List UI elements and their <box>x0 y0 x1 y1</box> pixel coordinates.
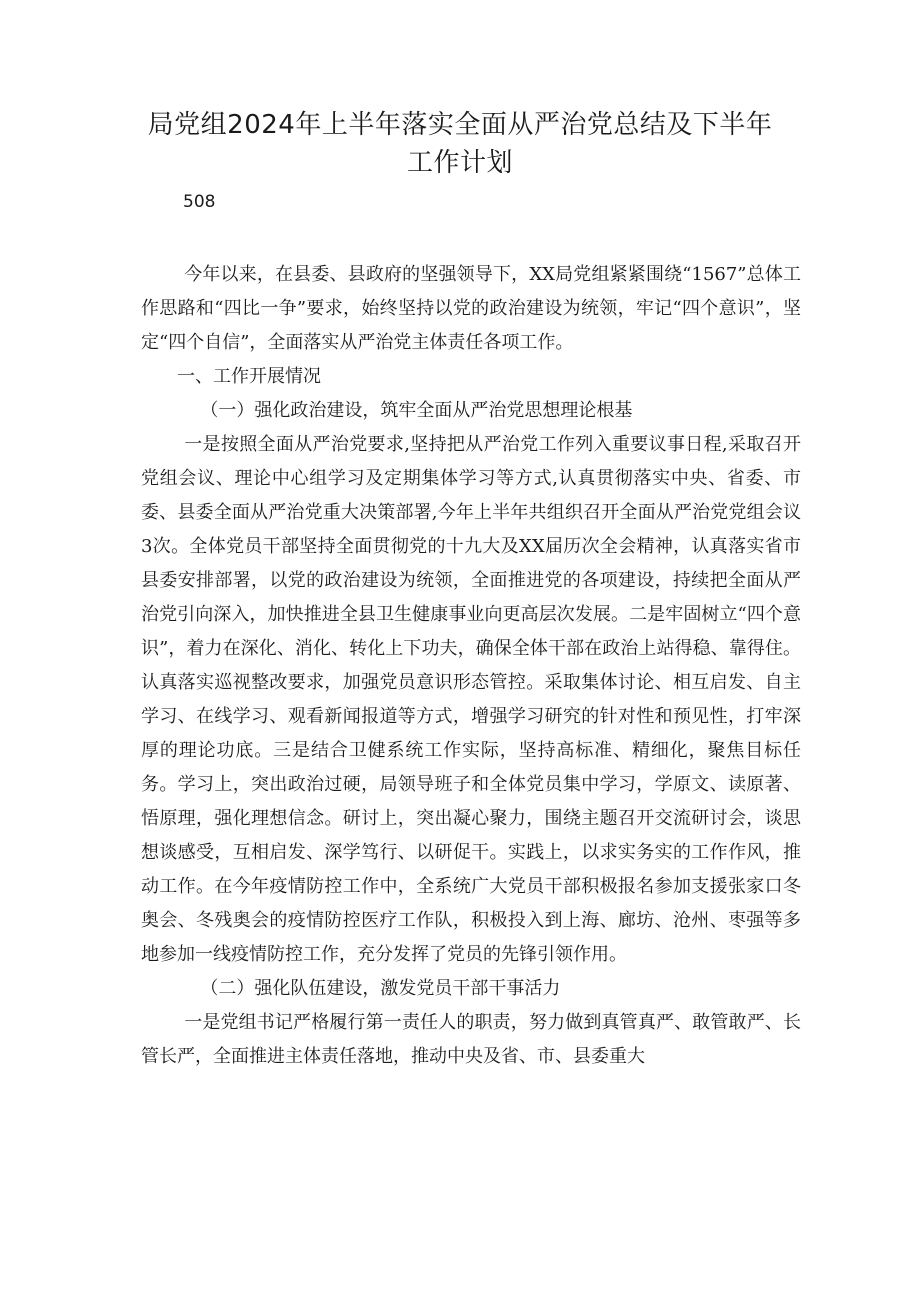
document-number: 508 <box>183 192 216 212</box>
body-paragraph: 一是党组书记严格履行第一责任人的职责，努力做到真管真严、敢管敢严、长管长严，全面推进主体责任落地，推动中央及省、市、县委重大 <box>141 1012 801 1067</box>
intro-paragraph: 今年以来，在县委、县政府的坚强领导下，XX局党组紧紧围绕“1567”总体工作思路和“四比一争”要求，始终坚持以党的政治建设为统领，牢记“四个意识”，坚定“四个自信”，全面落实从严治党主体责任各项工作。 <box>141 264 801 353</box>
section-heading: 一、工作开展情况 <box>177 366 321 387</box>
subsection-heading: （二）强化队伍建设，激发党员干部干事活力 <box>200 978 561 999</box>
body-paragraph: 一是按照全面从严治党要求,坚持把从严治党工作列入重要议事日程,采取召开党组会议、理论中心组学习及定期集体学习等方式,认真贯彻落实中央、省委、市委、县委全面从严治党重大决策部署,今年上半年共组织召开全面从严治党党组会议3次。全体党员干部坚持全面贯彻党的十九大及XX届历次全会精神，认真落实省市县委安排部署，以党的政治建设为统领，全面推进党的各项建设，持续把全面从严治党引向深入，加快推进全县卫生健康事业向更高层次发展。二是牢固树立“四个意识”，着力在深化、消化、转化上下功夫，确保全体干部在政治上站得稳、靠得住。认真落实巡视整改要求，加强党员意识形态管控。采取集体讨论、相互启发、自主学习、在线学习、观看新闻报道等方式，增强学习研究的针对性和预见性，打牢深厚的理论功底。三是结合卫健系统工作实际，坚持高标准、精细化，聚焦目标任务。学习上，突出政治过硬，局领导班子和全体党员集中学习，学原文、读原著、悟原理，强化理想信念。研讨上，突出凝心聚力，围绕主题召开交流研讨会，谈思想谈感受，互相启发、深学笃行、以研促干。实践上，以求实务实的工作作风，推动工作。在今年疫情防控工作中，全系统广大党员干部积极报名参加支援张家口冬奥会、冬残奥会的疫情防控医疗工作队，积极投入到上海、廊坊、沧州、枣强等多地参加一线疫情防控工作，充分发挥了党员的先锋引领作用。 <box>141 434 801 965</box>
document-body <box>141 258 801 1074</box>
subsection-heading: （一）强化政治建设，筑牢全面从严治党思想理论根基 <box>200 400 633 421</box>
document-title: 局党组2024年上半年落实全面从严治党总结及下半年工作计划 <box>147 110 773 178</box>
